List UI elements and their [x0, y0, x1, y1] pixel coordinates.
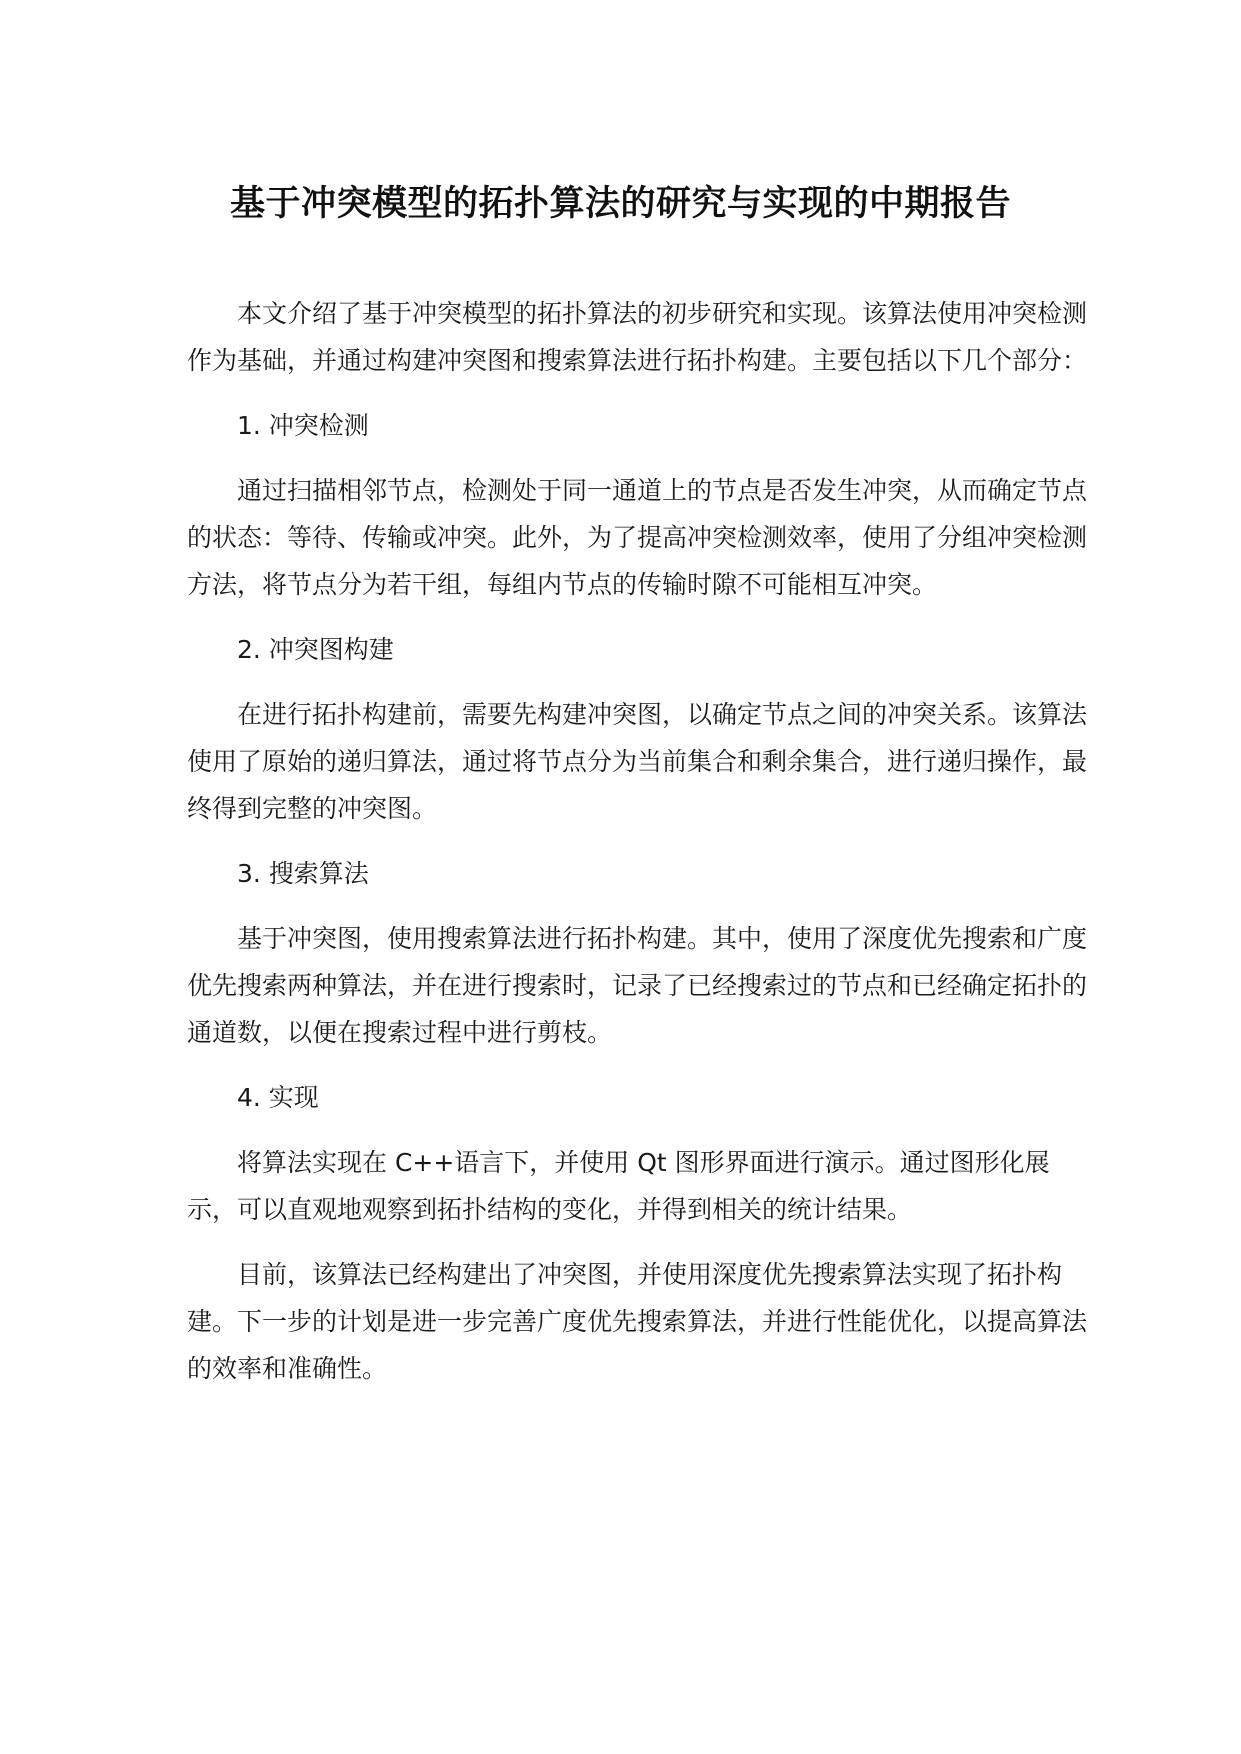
section-heading-implementation: 4. 实现: [237, 1083, 319, 1112]
document-body: [187, 290, 1087, 1410]
section-heading-conflict-graph: 2. 冲突图构建: [237, 635, 394, 664]
conflict-graph-paragraph: 在进行拓扑构建前，需要先构建冲突图，以确定节点之间的冲突关系。该算法使用了原始的递归算法，通过将节点分为当前集合和剩余集合，进行递归操作，最终得到完整的冲突图。: [187, 700, 1088, 823]
intro-paragraph: 本文介绍了基于冲突模型的拓扑算法的初步研究和实现。该算法使用冲突检测作为基础，并通过构建冲突图和搜索算法进行拓扑构建。主要包括以下几个部分：: [187, 299, 1088, 375]
document-title: 基于冲突模型的拓扑算法的研究与实现的中期报告: [229, 184, 1011, 224]
section-heading-conflict-detection: 1. 冲突检测: [237, 411, 369, 440]
section-heading-search-algorithm: 3. 搜索算法: [237, 859, 369, 888]
search-algorithm-paragraph: 基于冲突图，使用搜索算法进行拓扑构建。其中，使用了深度优先搜索和广度优先搜索两种算法，并在进行搜索时，记录了已经搜索过的节点和已经确定拓扑的通道数，以便在搜索过程中进行剪枝。: [187, 924, 1088, 1047]
conclusion-paragraph: 目前，该算法已经构建出了冲突图，并使用深度优先搜索算法实现了拓扑构建。下一步的计划是进一步完善广度优先搜索算法，并进行性能优化，以提高算法的效率和准确性。: [187, 1260, 1088, 1383]
conflict-detection-paragraph: 通过扫描相邻节点，检测处于同一通道上的节点是否发生冲突，从而确定节点的状态：等待、传输或冲突。此外，为了提高冲突检测效率，使用了分组冲突检测方法，将节点分为若干组，每组内节点的传输时隙不可能相互冲突。: [187, 476, 1088, 599]
implementation-paragraph: 将算法实现在 C++语言下，并使用 Qt 图形界面进行演示。通过图形化展示，可以直观地观察到拓扑结构的变化，并得到相关的统计结果。: [187, 1148, 1050, 1224]
